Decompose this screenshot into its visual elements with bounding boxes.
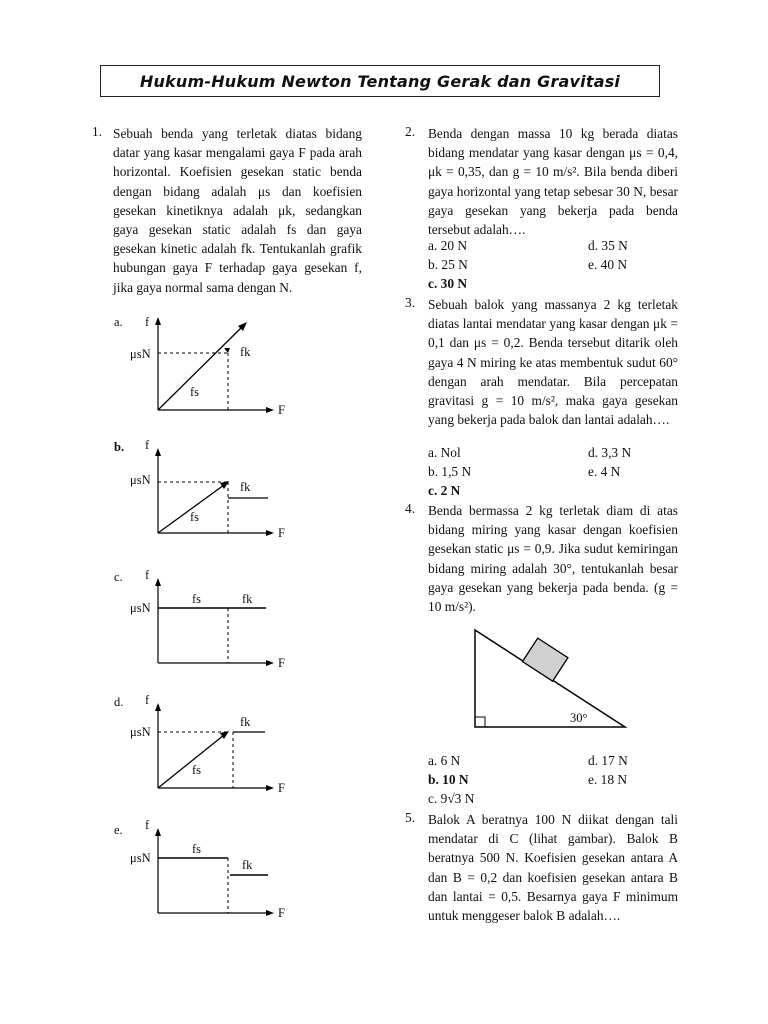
q4-option-d: d. 17 N bbox=[588, 753, 628, 768]
q3-text: Sebuah balok yang massanya 2 kg terletak diatas lantai mendatar yang kasar dengan μk = 0,1 dan μs = 0,2. Benda tersebut ditarik oleh gaya 4 N miring ke atas membentuk sudut 60° dengan arah mendatar. Bila percepatan gravitasi g = 10 m/s², maka gaya gesekan yang bekerja pada balok dan lantai adalah…. bbox=[428, 297, 678, 428]
q5-text: Balok A beratnya 100 N diikat dengan tali mendatar di C (lihat gambar). Balok B beratnya 500 N. Koefisien gesekan antara A dan B = 0,2 dan koefisien gesekan antara B dan lantai = 0,5. Besarnya gaya F minimum untuk menggeser balok B adalah…. bbox=[428, 812, 678, 924]
q1-text-block bbox=[113, 124, 362, 297]
graph-a-fs-label: fs bbox=[190, 385, 200, 399]
q4-text-block bbox=[428, 501, 678, 616]
graph-b-mu-label: μsN bbox=[130, 473, 151, 487]
graph-b-letter: b. bbox=[114, 440, 125, 454]
graph-e-xlabel: F bbox=[278, 906, 285, 920]
q2-option-e: e. 40 N bbox=[588, 257, 628, 272]
incline-angle-label: 30° bbox=[570, 711, 588, 725]
q1-text: Sebuah benda yang terletak diatas bidang datar yang kasar mengalami gaya F pada arah horizontal. Koefisien gesekan static benda dengan bidang adalah μs dan koefisien gesekan kinetiknya adalah μk, sedangkan gaya gesekan static adalah fs dan gaya gesekan kinetic adalah fk. Tentukanlah grafik hubungan gaya F terhadap gaya gesekan f, jika gaya normal sama dengan N. bbox=[113, 126, 362, 295]
graph-c-svg bbox=[110, 570, 300, 680]
q2-option-b: b. 25 N bbox=[428, 257, 468, 272]
q4-option-a: a. 6 N bbox=[428, 753, 461, 768]
incline-svg bbox=[465, 625, 630, 735]
q2-text: Benda dengan massa 10 kg berada diatas bidang mendatar yang kasar dengan μs = 0,4, μk = 0,35, dan g = 10 m/s². Bila benda diberi gaya horizontal yang tetap sebesar 30 N, besar gaya gesekan yang bekerja pada benda tersebut adalah…. bbox=[428, 126, 678, 238]
graph-b bbox=[110, 440, 300, 550]
graph-a bbox=[110, 315, 300, 425]
graph-d-xlabel: F bbox=[278, 781, 285, 795]
graph-c-fk-label: fk bbox=[242, 592, 253, 606]
q3-option-b: b. 1,5 N bbox=[428, 464, 472, 479]
graph-b-xlabel: F bbox=[278, 526, 285, 540]
graph-a-ylabel: f bbox=[145, 315, 150, 329]
q3-option-e: e. 4 N bbox=[588, 464, 621, 479]
graph-d-ylabel: f bbox=[145, 693, 150, 707]
graph-c bbox=[110, 570, 300, 680]
graph-a-fk-label: fk bbox=[240, 345, 251, 359]
q3-number: 3. bbox=[405, 295, 416, 310]
graph-a-letter: a. bbox=[114, 315, 123, 329]
graph-c-xlabel: F bbox=[278, 656, 285, 670]
graph-e-letter: e. bbox=[114, 823, 123, 837]
q1-number: 1. bbox=[92, 124, 103, 139]
q3-option-a: a. Nol bbox=[428, 445, 461, 460]
graph-c-fs-label: fs bbox=[192, 592, 202, 606]
graph-d-svg bbox=[110, 695, 300, 805]
graph-d-letter: d. bbox=[114, 695, 124, 709]
q3-text-block bbox=[428, 295, 678, 429]
q2-number: 2. bbox=[405, 124, 416, 139]
graph-e bbox=[110, 820, 300, 930]
graph-d-fs-label: fs bbox=[192, 763, 202, 777]
graph-d-fk-label: fk bbox=[240, 715, 251, 729]
graph-b-ylabel: f bbox=[145, 438, 150, 452]
q2-option-d: d. 35 N bbox=[588, 238, 628, 253]
q2-option-a: a. 20 N bbox=[428, 238, 468, 253]
graph-e-ylabel: f bbox=[145, 818, 150, 832]
graph-e-svg bbox=[110, 820, 300, 930]
graph-a-xlabel: F bbox=[278, 403, 285, 417]
graph-c-mu-label: μsN bbox=[130, 601, 151, 615]
q4-number: 4. bbox=[405, 501, 416, 516]
q5-number: 5. bbox=[405, 810, 416, 825]
graph-b-fk-label: fk bbox=[240, 480, 251, 494]
graph-d bbox=[110, 695, 300, 805]
graph-b-svg bbox=[110, 440, 300, 550]
graph-a-svg bbox=[110, 315, 300, 425]
q4-text: Benda bermassa 2 kg terletak diam di atas bidang miring yang kasar dengan koefisien gesekan static μs = 0,9. Jika sudut kemiringan bidang miring adalah 30°, tentukanlah besar gaya gesekan yang bekerja pada benda. (g = 10 m/s²). bbox=[428, 503, 678, 615]
q5-text-block bbox=[428, 810, 678, 925]
q2-text-block bbox=[428, 124, 678, 239]
q4-option-e: e. 18 N bbox=[588, 772, 628, 787]
block bbox=[522, 638, 567, 681]
graph-e-fk-label: fk bbox=[242, 858, 253, 872]
graph-e-mu-label: μsN bbox=[130, 851, 151, 865]
q3-option-c: c. 2 N bbox=[428, 483, 461, 498]
incline-diagram bbox=[465, 625, 630, 735]
graph-b-fs-label: fs bbox=[190, 510, 200, 524]
title-box bbox=[100, 65, 660, 97]
graph-e-fs-label: fs bbox=[192, 842, 202, 856]
q4-option-c: c. 9√3 N bbox=[428, 791, 475, 806]
graph-a-mu-label: μsN bbox=[130, 347, 151, 361]
page-title: Hukum-Hukum Newton Tentang Gerak dan Gravitasi bbox=[139, 71, 621, 91]
q3-option-d: d. 3,3 N bbox=[588, 445, 632, 460]
q4-option-b: b. 10 N bbox=[428, 772, 469, 787]
graph-c-ylabel: f bbox=[145, 568, 150, 582]
graph-c-letter: c. bbox=[114, 570, 123, 584]
q2-option-c: c. 30 N bbox=[428, 276, 468, 291]
graph-d-mu-label: μsN bbox=[130, 725, 151, 739]
